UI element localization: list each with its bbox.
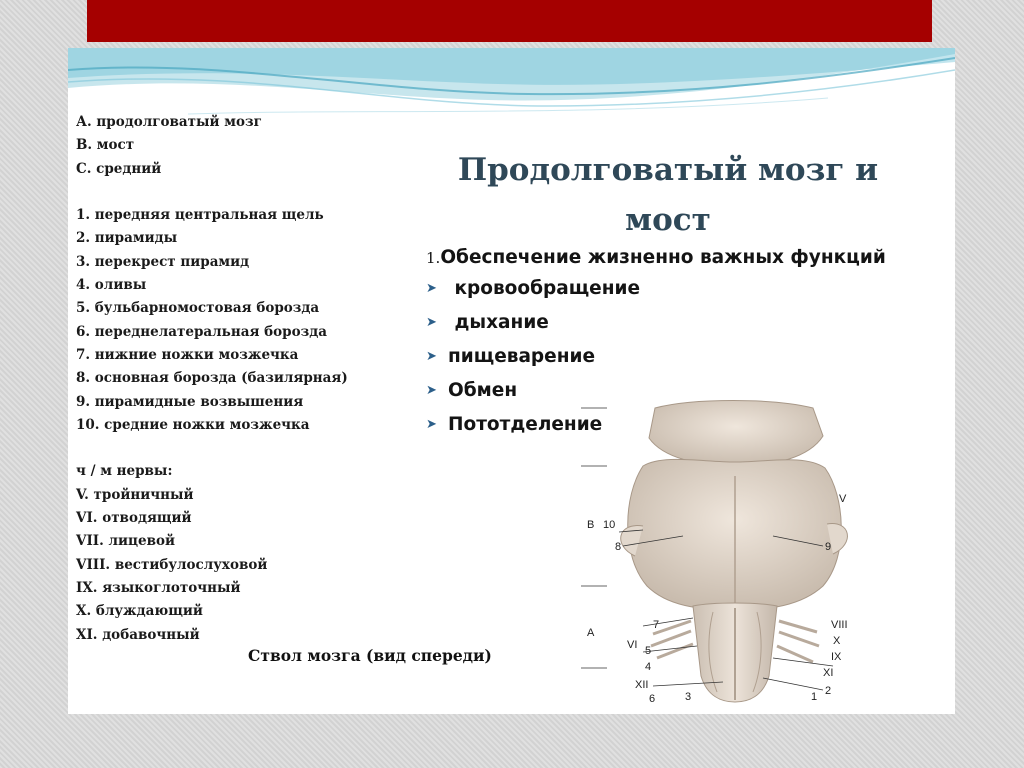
- legend-structure: 6. переднелатеральная борозда: [76, 323, 327, 340]
- function-item: ➤ кровообращение: [426, 278, 641, 299]
- bullet-arrow-icon: ➤: [426, 383, 437, 398]
- legend-structure: 1. передняя центральная щель: [76, 207, 324, 224]
- slide: [68, 48, 955, 714]
- label-nerve-viii: VIII: [831, 619, 848, 631]
- nerve-item: X. блуждающий: [76, 603, 203, 620]
- label-3: 3: [685, 691, 692, 703]
- label-10: 10: [603, 519, 616, 531]
- label-6: 6: [649, 693, 656, 705]
- legend-structure: 3. перекрест пирамид: [76, 253, 250, 270]
- top-accent-bar: [87, 0, 932, 42]
- bullet-arrow-icon: ➤: [426, 417, 437, 432]
- slide-title: Продолговатый мозг и мост: [457, 152, 879, 238]
- label-nerve-xii: XII: [635, 679, 649, 691]
- label-1: 1: [811, 691, 818, 703]
- functions-heading: [426, 247, 886, 268]
- label-7: 7: [653, 619, 660, 631]
- label-9: 9: [825, 541, 832, 553]
- legend-part: В. мост: [76, 137, 135, 154]
- label-nerve-ix: IX: [831, 651, 842, 663]
- nerve-item: XI. добавочный: [76, 626, 200, 643]
- label-4: 4: [645, 661, 652, 673]
- legend-structure: 9. пирамидные возвышения: [76, 393, 304, 410]
- legend-structure: 5. бульбарномостовая борозда: [76, 300, 320, 317]
- label-part-b: B: [587, 519, 595, 531]
- label-part-a: A: [587, 627, 595, 639]
- legend-structure: 4. оливы: [76, 277, 147, 294]
- function-item: ➤ Пототделение: [426, 414, 603, 435]
- nerve-item: IX. языкоглоточный: [76, 579, 241, 596]
- nerve-item: VII. лицевой: [76, 533, 175, 550]
- legend-column: [76, 111, 406, 647]
- label-8: 8: [615, 541, 622, 553]
- function-item: ➤ дыхание: [426, 312, 549, 333]
- legend-part: А. продолговатый мозг: [76, 114, 262, 130]
- label-5: 5: [645, 645, 652, 657]
- brainstem-illustration: [573, 396, 873, 706]
- function-item: ➤ Обмен: [426, 380, 518, 401]
- label-nerve-v: V: [839, 493, 847, 505]
- bullet-arrow-icon: ➤: [426, 315, 437, 330]
- function-item: ➤ пищеварение: [426, 346, 596, 367]
- legend-structure: 2. пирамиды: [76, 230, 178, 247]
- nerve-item: V. тройничный: [76, 486, 194, 503]
- bullet-arrow-icon: ➤: [426, 349, 437, 364]
- legend-structure: 10. средние ножки мозжечка: [76, 416, 310, 433]
- midbrain-shape: [649, 401, 823, 467]
- legend-structure: 8. основная борозда (базилярная): [76, 370, 348, 387]
- label-2: 2: [825, 685, 832, 697]
- nerve-item: VI. отводящий: [76, 510, 192, 527]
- legend-part: С. средний: [76, 160, 162, 177]
- functions-number: 1.: [426, 249, 441, 267]
- functions-heading-text: Обеспечение жизненно важных функций: [440, 247, 886, 268]
- label-nerve-x: X: [833, 635, 841, 647]
- label-nerve-xi: XI: [823, 667, 834, 679]
- nerves-heading: ч / м нервы:: [76, 463, 173, 480]
- label-nerve-vi: VI: [627, 639, 638, 651]
- nerve-item: VIII. вестибулослуховой: [76, 556, 268, 573]
- diagram-caption: Ствол мозга (вид спереди): [248, 646, 492, 665]
- legend-structure: 7. нижние ножки мозжечка: [76, 346, 299, 363]
- bullet-arrow-icon: ➤: [426, 281, 437, 296]
